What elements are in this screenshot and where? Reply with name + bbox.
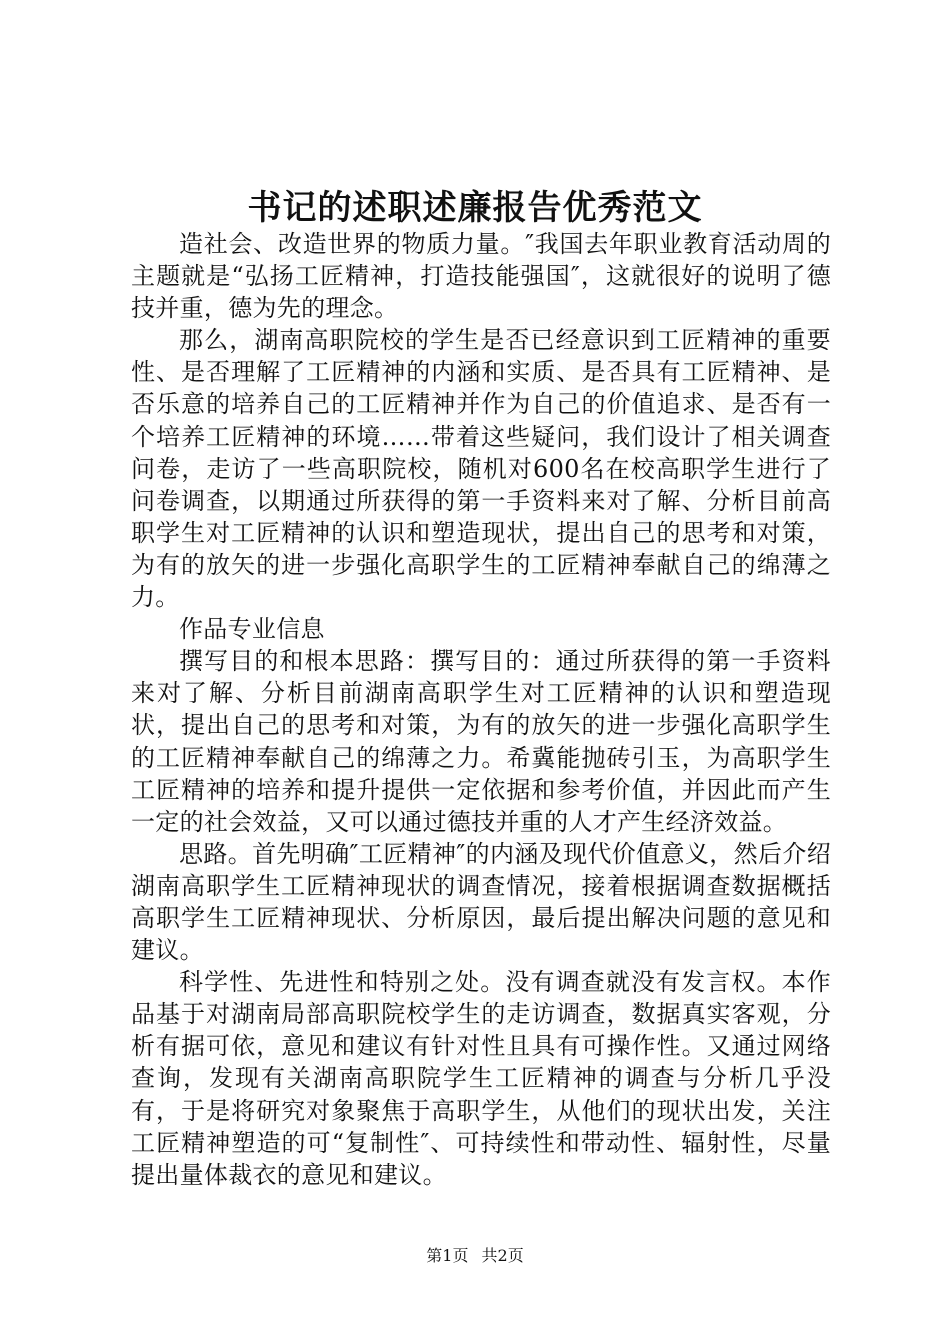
- paragraph-3: 作品专业信息: [179, 615, 325, 644]
- paragraph-2: 那么，湖南高职院校的学生是否已经意识到工匠精神的重要性、是否理解了工匠精神的内涵和实质、是否具有工匠精神、是否乐意的培养自己的工匠精神并作为自己的价值追求、是否有一个培养工匠精神的环境……带着这些疑问，我们设计了相关调查问卷，走访了一些高职院校，随机对600名在校高职学生进行了问卷调查，以期通过所获得的第一手资料来对了解、分析目前高职学生对工匠精神的认识和塑造现状，提出自己的思考和对策，为有的放矢的进一步强化高职学生的工匠精神奉献自己的绵薄之力。: [131, 326, 831, 612]
- document-title: 书记的述职述廉报告优秀范文: [247, 188, 703, 228]
- paragraph-4: 撰写目的和根本思路：撰写目的：通过所获得的第一手资料来对了解、分析目前湖南高职学生对工匠精神的认识和塑造现状，提出自己的思考和对策，为有的放矢的进一步强化高职学生的工匠精神奉献自己的绵薄之力。希冀能抛砖引玉，为高职学生工匠精神的培养和提升提供一定依据和参考价值，并因此而产生一定的社会效益，又可以通过德技并重的人才产生经济效益。: [131, 647, 831, 836]
- paragraph-5: 思路。首先明确″工匠精神″的内涵及现代价值意义，然后介绍湖南高职学生工匠精神现状的调查情况，接着根据调查数据概括高职学生工匠精神现状、分析原因，最后提出解决问题的意见和建议。: [131, 839, 831, 965]
- page-total: 共2页: [481, 1246, 524, 1265]
- page-number: 第1页: [426, 1246, 469, 1265]
- page-footer: [0, 1244, 950, 1268]
- document-body: [131, 228, 831, 1191]
- paragraph-6: 科学性、先进性和特别之处。没有调查就没有发言权。本作品基于对湖南局部高职院校学生的走访调查，数据真实客观，分析有据可依，意见和建议有针对性且具有可操作性。又通过网络查询，发现有关湖南高职院学生工匠精神的调查与分析几乎没有，于是将研究对象聚焦于高职学生，从他们的现状出发，关注工匠精神塑造的可“复制性″、可持续性和带动性、辐射性，尽量提出量体裁衣的意见和建议。: [131, 968, 831, 1189]
- paragraph-1: 造社会、改造世界的物质力量。″我国去年职业教育活动周的主题就是“弘扬工匠精神，打造技能强国″，这就很好的说明了德技并重，德为先的理念。: [131, 230, 831, 323]
